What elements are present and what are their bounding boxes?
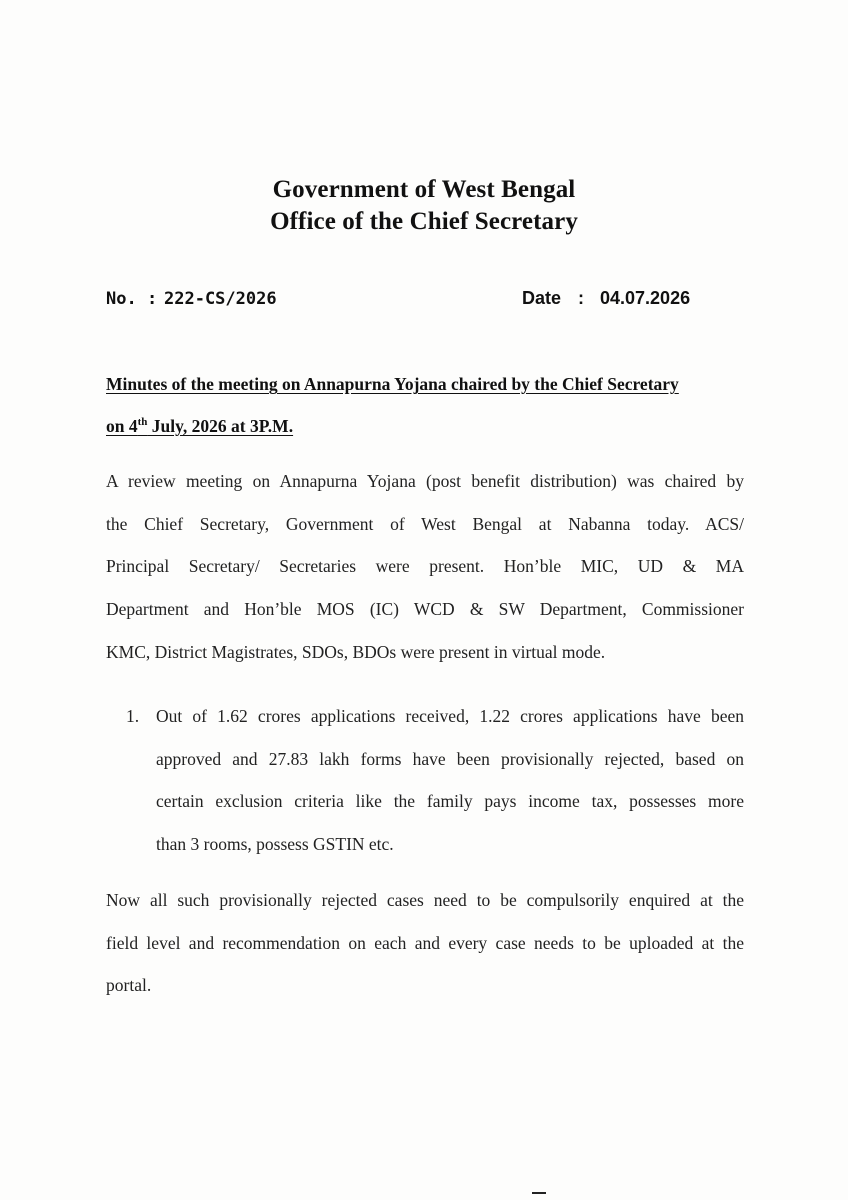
government-heading: Government of West Bengal xyxy=(272,176,576,203)
date-value: 04.07.2026 xyxy=(600,288,691,308)
closing-paragraph-line: portal. xyxy=(106,975,152,995)
office-heading: Office of the Chief Secretary xyxy=(270,208,578,235)
point-line: than 3 rooms, possess GSTIN etc. xyxy=(156,834,394,854)
intro-paragraph-line: A review meeting on Annapurna Yojana (post benefit distribution) was chaired by xyxy=(106,471,744,491)
subject-line-2 xyxy=(106,416,293,437)
closing-paragraph-line: field level and recommendation on each and every case needs to be uploaded at the xyxy=(106,933,744,953)
point-line: certain exclusion criteria like the family pays income tax, possesses more xyxy=(156,791,744,811)
subject-line-2-prefix: on 4 xyxy=(106,416,138,436)
intro-paragraph-line: Principal Secretary/ Secretaries were present. Hon’ble MIC, UD & MA xyxy=(106,556,744,576)
intro-paragraph-line: the Chief Secretary, Government of West Bengal at Nabanna today. ACS/ xyxy=(106,514,744,534)
scan-artifact-mark xyxy=(532,1192,546,1194)
date-colon: : xyxy=(578,288,584,308)
reference-number-value: 222-CS/2026 xyxy=(164,289,277,309)
point-number: 1. xyxy=(126,706,140,726)
date-label: Date xyxy=(522,288,562,308)
reference-number-label: No. : xyxy=(106,289,158,309)
subject-line-1: Minutes of the meeting on Annapurna Yojana chaired by the Chief Secretary xyxy=(106,374,679,394)
point-line: approved and 27.83 lakh forms have been provisionally rejected, based on xyxy=(156,749,744,769)
point-line: Out of 1.62 crores applications received, 1.22 crores applications have been xyxy=(156,706,744,726)
intro-paragraph-line: KMC, District Magistrates, SDOs, BDOs were present in virtual mode. xyxy=(106,642,606,662)
closing-paragraph-line: Now all such provisionally rejected cases need to be compulsorily enquired at the xyxy=(106,890,744,910)
subject-line-2-suffix: July, 2026 at 3P.M. xyxy=(147,416,294,436)
intro-paragraph-line: Department and Hon’ble MOS (IC) WCD & SW Department, Commissioner xyxy=(106,599,744,619)
subject-line-2-superscript: th xyxy=(137,416,148,429)
